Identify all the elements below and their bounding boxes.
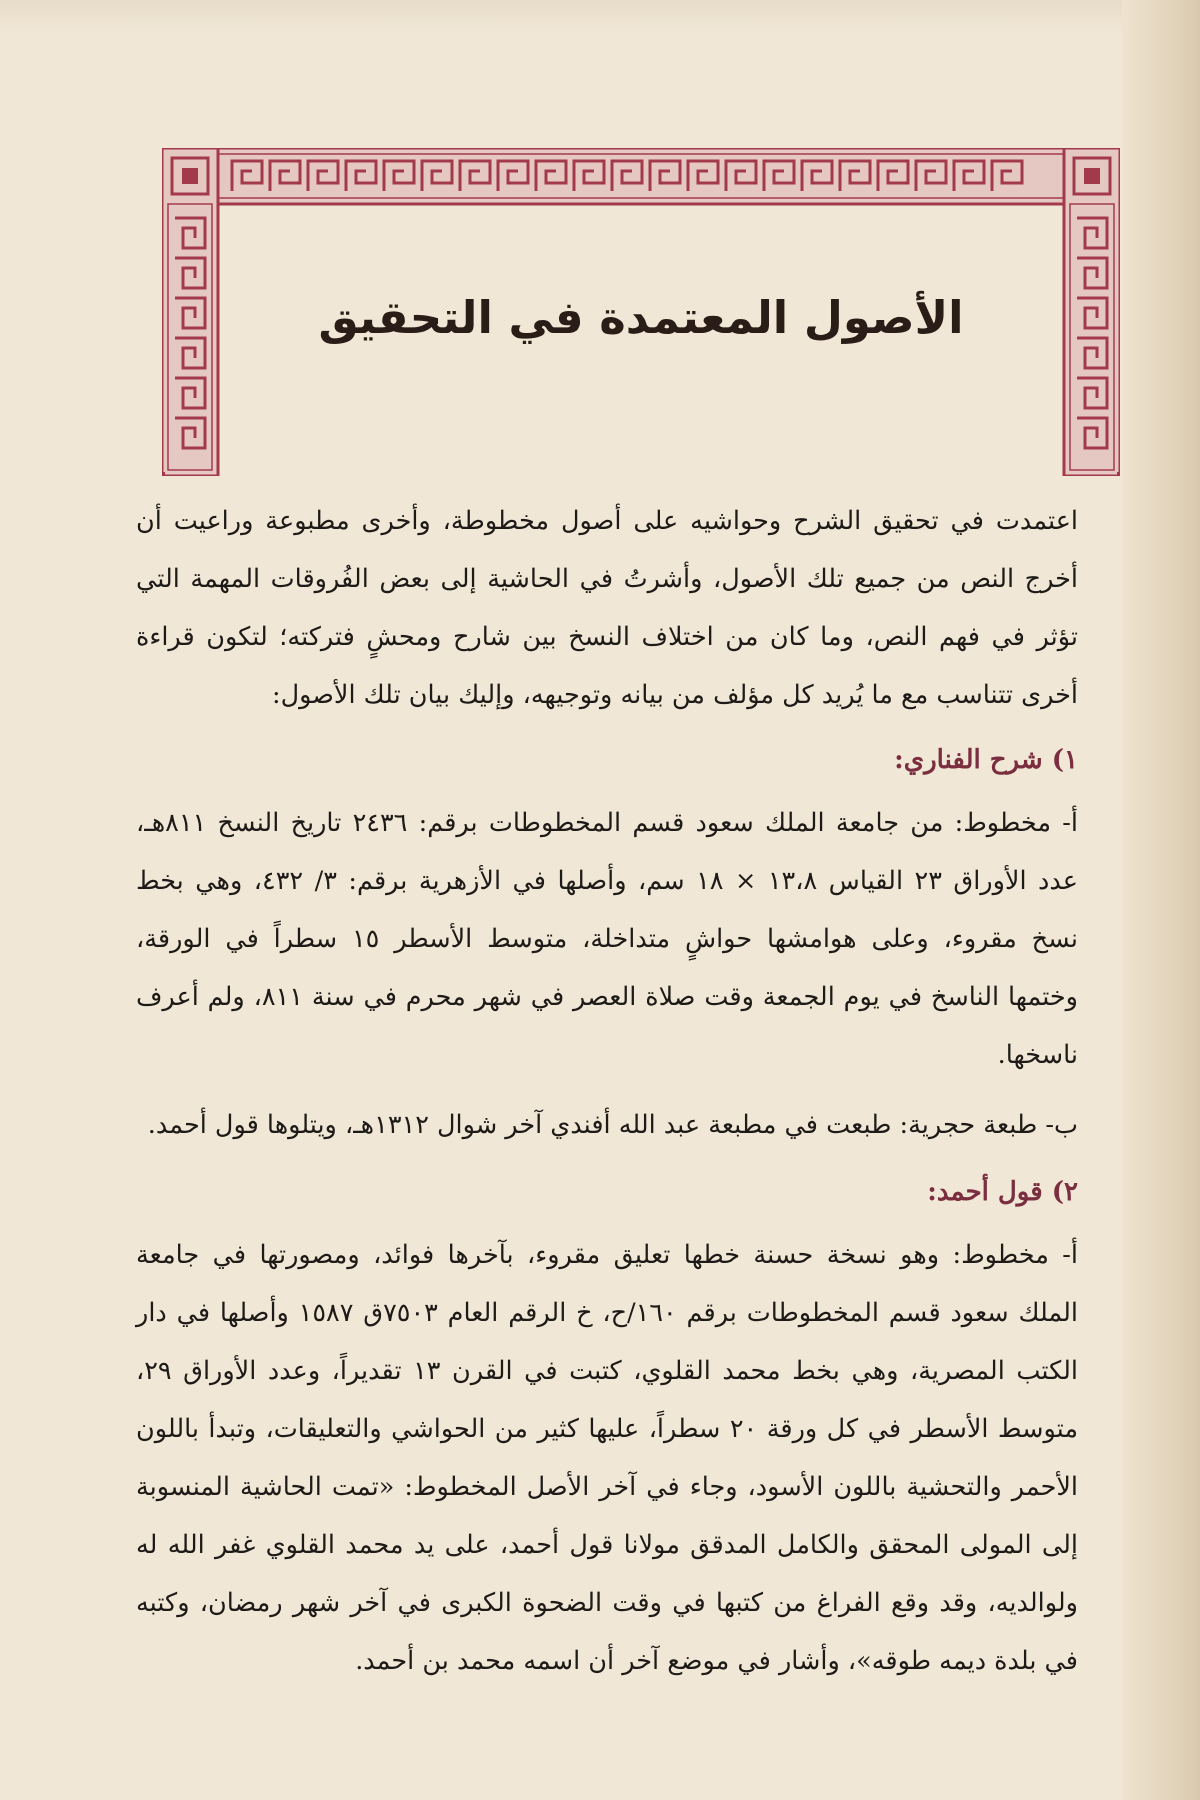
title-area	[162, 272, 1120, 362]
fanari-lithograph-paragraph: ب- طبعة حجرية: طبعت في مطبعة عبد الله أفندي آخر شوال ١٣١٢هـ، ويتلوها قول أحمد.	[147, 1110, 1078, 1140]
body-text	[136, 492, 1078, 1690]
page-edge	[1122, 0, 1200, 1800]
page-shadow-top	[0, 0, 1200, 34]
fanari-manuscript-paragraph: أ- مخطوط: من جامعة الملك سعود قسم المخطوطات برقم: ٢٤٣٦ تاريخ النسخ ٨١١هـ، عدد الأوراق ٢٣ القياس ١٣،٨ × ١٨ سم، وأصلها في الأزهرية برقم: ٣/ ٤٣٢، وهي بخط نسخ مقروء، وعلى هوامشها حواشٍ متداخلة، متوسط الأسطر ١٥ سطراً في الورقة، وختمها الناسخ في يوم الجمعة وقت صلاة العصر في شهر محرم في سنة ٨١١، ولم أعرف ناسخها.	[136, 808, 1079, 1070]
qawl-ahmad-manuscript-paragraph: أ- مخطوط: وهو نسخة حسنة خطها تعليق مقروء، بآخرها فوائد، ومصورتها في جامعة الملك سعود قسم المخطوطات برقم ١٦٠/ح، خ الرقم العام ٧٥٠٣ق ١٥٨٧ وأصلها في دار الكتب المصرية، وهي بخط محمد القلوي، كتبت في القرن ١٣ تقديراً، وعدد الأوراق ٢٩، متوسط الأسطر في كل ورقة ٢٠ سطراً، عليها كثير من الحواشي والتعليقات، وتبدأ باللون الأحمر والتحشية باللون الأسود، وجاء في آخر الأصل المخطوط: «تمت الحاشية المنسوبة إلى المولى المحقق والكامل المدقق مولانا قول أحمد، على يد محمد القلوي غفر الله له ولوالديه، وقد وقع الفراغ من كتبها في وقت الضحوة الكبرى في آخر شهر رمضان، وكتبه في بلدة ديمه طوقه»، وأشار في موضع آخر أن اسمه محمد بن أحمد.	[136, 1240, 1079, 1676]
section-heading-fanari: ١) شرح الفناري:	[894, 745, 1078, 775]
intro-paragraph: اعتمدت في تحقيق الشرح وحواشيه على أصول مخطوطة، وأخرى مطبوعة وراعيت أن أخرج النص من جميع تلك الأصول، وأشرتُ في الحاشية إلى بعض الفُروقات المهمة التي تؤثر في فهم النص، وما كان من اختلاف النسخ بين شارح ومحشٍ فتركته؛ لتكون قراءة أخرى تتناسب مع ما يُريد كل مؤلف من بيانه وتوجيهه، وإليك بيان تلك الأصول:	[136, 506, 1078, 710]
page-title: الأصول المعتمدة في التحقيق	[318, 290, 964, 344]
section-heading-qawl-ahmad: ٢) قول أحمد:	[927, 1177, 1078, 1207]
